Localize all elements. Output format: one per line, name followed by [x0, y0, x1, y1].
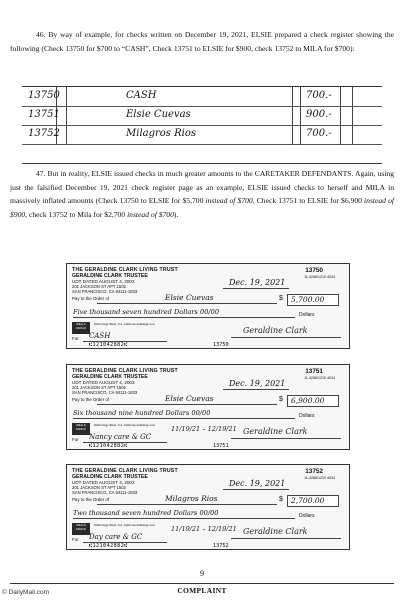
trust-date: UDT DATED AUGUST 4, 2003 [72, 380, 135, 385]
check-note: 11/19/21 – 12/19/21 [171, 525, 237, 533]
trust-address: 201 JACKSON ST APT 1502 [72, 485, 126, 490]
register-amount: 700.- [306, 128, 332, 139]
check-number: 13751 [305, 368, 323, 375]
register-check-number: 13752 [28, 128, 60, 139]
trust-address: 201 JACKSON ST APT 1502 [72, 385, 126, 390]
memo-label: For [72, 537, 79, 542]
check-note: 11/19/21 – 12/19/21 [171, 425, 237, 433]
payee-line [97, 504, 277, 505]
micr-check-number: 13751 [213, 443, 229, 449]
signature: Geraldine Clark [243, 427, 308, 436]
check-payee: Milagros Rios [165, 494, 218, 503]
register-payee: Elsie Cuevas [126, 109, 191, 120]
signature: Geraldine Clark [243, 326, 308, 335]
check-memo: CASH [89, 332, 111, 340]
words-line [73, 418, 295, 419]
check-date: Dec. 19, 2021 [229, 278, 286, 287]
register-amount: 900.- [306, 109, 332, 120]
register-check-number: 13750 [28, 90, 60, 101]
check-image [66, 364, 350, 450]
register-row [22, 125, 382, 145]
payee-line [97, 404, 277, 405]
trust-city: SAN FRANCISCO, CA 94111-1833 [72, 490, 138, 495]
register-amount: 700.- [306, 90, 332, 101]
check-amount: 2,700.00 [291, 496, 325, 505]
signature: Geraldine Clark [243, 527, 308, 536]
footer-rule [10, 583, 394, 584]
paragraph-text: ). [173, 209, 179, 219]
trustee-name: GERALDINE CLARK TRUSTEE [72, 273, 148, 279]
date-line [223, 389, 289, 390]
emphasis-text: instead of $900 [10, 196, 394, 219]
trustee-name: GERALDINE CLARK TRUSTEE [72, 474, 148, 480]
routing-fraction: 11-4288/1210 4034 [304, 275, 335, 279]
date-line [223, 489, 289, 490]
check-date: Dec. 19, 2021 [229, 479, 286, 488]
pay-to-label: Pay to the Order of [72, 497, 110, 502]
micr-line: ⑆121042882⑆ [89, 443, 128, 449]
trust-name: THE GERALDINE CLARK LIVING TRUST [72, 267, 178, 273]
routing-fraction: 11-4288/1210 4034 [304, 376, 335, 380]
check-amount: 5,700.00 [291, 295, 325, 304]
check-image [66, 263, 350, 349]
dollar-sign: $ [279, 295, 283, 302]
bank-address: Wells Fargo Bank, N.A. California wellsfargo.com [94, 322, 156, 326]
dollar-sign: $ [279, 496, 283, 503]
bank-logo: WELLS FARGO [72, 423, 90, 435]
paragraph-text: , Check 13751 to ELSIE for $6,900 [252, 196, 365, 206]
emphasis-text: instead of $700 [127, 209, 174, 219]
micr-check-number: 13752 [213, 543, 229, 549]
bank-address: Wells Fargo Bank, N.A. California wellsfargo.com [94, 423, 156, 427]
signature-line [231, 337, 341, 338]
dollars-label: Dollars [299, 312, 315, 318]
emphasis-text: instead of $700 [205, 196, 253, 206]
check-register-excerpt [22, 86, 382, 164]
bank-logo: WELLS FARGO [72, 322, 90, 334]
check-amount: 6,900.00 [291, 396, 325, 405]
check-payee: Elsie Cuevas [165, 394, 214, 403]
signature-line [231, 438, 341, 439]
bank-logo: WELLS FARGO [72, 523, 90, 535]
paragraph-46 [10, 28, 394, 55]
date-line [223, 288, 289, 289]
words-line [73, 317, 295, 318]
trust-city: SAN FRANCISCO, CA 94111-1833 [72, 390, 138, 395]
trust-name: THE GERALDINE CLARK LIVING TRUST [72, 468, 178, 474]
trust-city: SAN FRANCISCO, CA 94111-1833 [72, 289, 138, 294]
dollars-label: Dollars [299, 513, 315, 519]
amount-in-words: Six thousand nine hundred Dollars 00/00 [73, 409, 211, 417]
micr-line: ⑆121042882⑆ [89, 543, 128, 549]
amount-in-words: Five thousand seven hundred Dollars 00/00 [73, 308, 220, 316]
document-footer: COMPLAINT [177, 586, 227, 595]
check-memo: Nancy care & GC [89, 433, 152, 441]
register-row [22, 87, 382, 107]
check-memo: Day care & GC [89, 533, 143, 541]
source-watermark: © DailyMail.com [2, 589, 50, 596]
page-number: 9 [200, 569, 204, 578]
check-image [66, 464, 350, 550]
paragraph-number: 46. [36, 30, 46, 39]
trust-date: UDT DATED AUGUST 4, 2003 [72, 279, 135, 284]
dollars-label: Dollars [299, 413, 315, 419]
register-payee: CASH [126, 90, 157, 101]
dollar-sign: $ [279, 396, 283, 403]
register-payee: Milagros Rios [126, 128, 196, 139]
paragraph-number: 47. [36, 169, 46, 178]
check-number: 13750 [305, 267, 323, 274]
register-row [22, 106, 382, 126]
trustee-name: GERALDINE CLARK TRUSTEE [72, 374, 148, 380]
paragraph-47 [10, 167, 394, 221]
pay-to-label: Pay to the Order of [72, 296, 110, 301]
memo-label: For [72, 437, 79, 442]
payee-line [97, 303, 277, 304]
register-check-number: 13751 [28, 109, 60, 120]
paragraph-text: But in reality, ELSIE issued checks in much greater amounts to the CARETAKER DEFENDANTS. Again, using just the falsified December 19, 2021 check register page as an example, ELSIE issued checks to herself and MILA in massively inflated amounts (Check 13750 to ELSIE for $5,700 [10, 169, 394, 206]
micr-check-number: 13750 [213, 342, 229, 348]
bank-address: Wells Fargo Bank, N.A. California wellsfargo.com [94, 523, 156, 527]
routing-fraction: 11-4288/1210 4034 [304, 476, 335, 480]
amount-in-words: Two thousand seven hundred Dollars 00/00 [73, 509, 219, 517]
trust-name: THE GERALDINE CLARK LIVING TRUST [72, 368, 178, 374]
paragraph-text: By way of example, for checks written on December 19, 2021, ELSIE prepared a check register showing the following (Check 13750 for $700 to “CASH”, Check 13751 to ELSIE for $900, check 13752 to MILA for $700): [10, 30, 394, 53]
trust-date: UDT DATED AUGUST 4, 2003 [72, 480, 135, 485]
words-line [73, 518, 295, 519]
check-payee: Elsie Cuevas [165, 293, 214, 302]
memo-label: For [72, 336, 79, 341]
trust-address: 201 JACKSON ST APT 1502 [72, 284, 126, 289]
check-date: Dec. 19, 2021 [229, 379, 286, 388]
paragraph-text: , check 13752 to Mila for $2,700 [25, 209, 128, 219]
micr-line: ⑆121042882⑆ [89, 342, 128, 348]
signature-line [231, 538, 341, 539]
pay-to-label: Pay to the Order of [72, 397, 110, 402]
check-number: 13752 [305, 468, 323, 475]
